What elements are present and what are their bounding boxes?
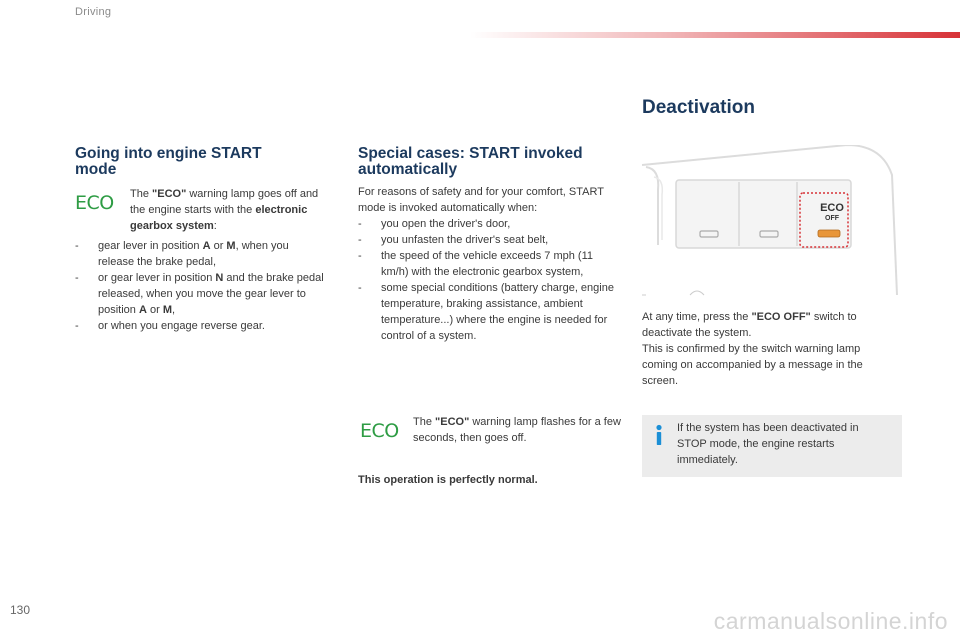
- normal-operation-note: This operation is perfectly normal.: [358, 474, 538, 486]
- heading-special-cases: Special cases: START invoked automatically: [358, 145, 583, 178]
- confirmation-text: This is confirmed by the switch warning lamp coming on accompanied by a message in the screen.: [642, 343, 863, 387]
- list-item: - gear lever in position A or M, when you release the brake pedal,: [75, 238, 325, 270]
- info-note-text: If the system has been deactivated in STOP mode, the engine restarts immediately.: [677, 422, 859, 466]
- list-item: - some special conditions (battery charge, engine temperature, braking assistance, ambient temperature...) where the engine is needed for control of a system.: [358, 280, 623, 344]
- eco-flash-text: The "ECO" warning lamp flashes for a few seconds, then goes off.: [413, 416, 621, 444]
- switch-off-label: OFF: [825, 215, 839, 222]
- auto-start-list: [358, 216, 623, 344]
- eco-start-intro: The "ECO" warning lamp goes off and the engine starts with the electronic gearbox system:: [130, 188, 319, 232]
- page-number: 130: [10, 603, 31, 617]
- eco-off-switch-illustration: [642, 145, 902, 300]
- start-conditions-list: [75, 238, 325, 334]
- list-item: - or when you engage reverse gear.: [75, 318, 325, 334]
- info-note-box: [642, 415, 902, 477]
- heading-deactivation: Deactivation: [642, 97, 755, 118]
- list-item: - you open the driver's door,: [358, 216, 623, 232]
- info-icon: [652, 424, 666, 446]
- watermark: carmanualsonline.info: [713, 608, 948, 634]
- deactivation-text: At any time, press the "ECO OFF" switch to deactivate the system.: [642, 311, 857, 339]
- list-item: - you unfasten the driver's seat belt,: [358, 232, 623, 248]
- special-cases-intro: For reasons of safety and for your comfort, START mode is invoked automatically when:: [358, 186, 604, 214]
- list-item: - the speed of the vehicle exceeds 7 mph (11 km/h) with the electronic gearbox system,: [358, 248, 623, 280]
- header-accent-bar: [470, 32, 960, 38]
- switch-eco-label: ECO: [820, 202, 844, 214]
- section-title: Driving: [75, 6, 112, 18]
- heading-engine-start: Going into engine START mode: [75, 145, 262, 178]
- list-item: - or gear lever in position N and the brake pedal released, when you move the gear lever to position A or M,: [75, 270, 325, 318]
- eco-lamp-icon: ECO: [360, 420, 399, 442]
- eco-lamp-icon: ECO: [75, 192, 114, 214]
